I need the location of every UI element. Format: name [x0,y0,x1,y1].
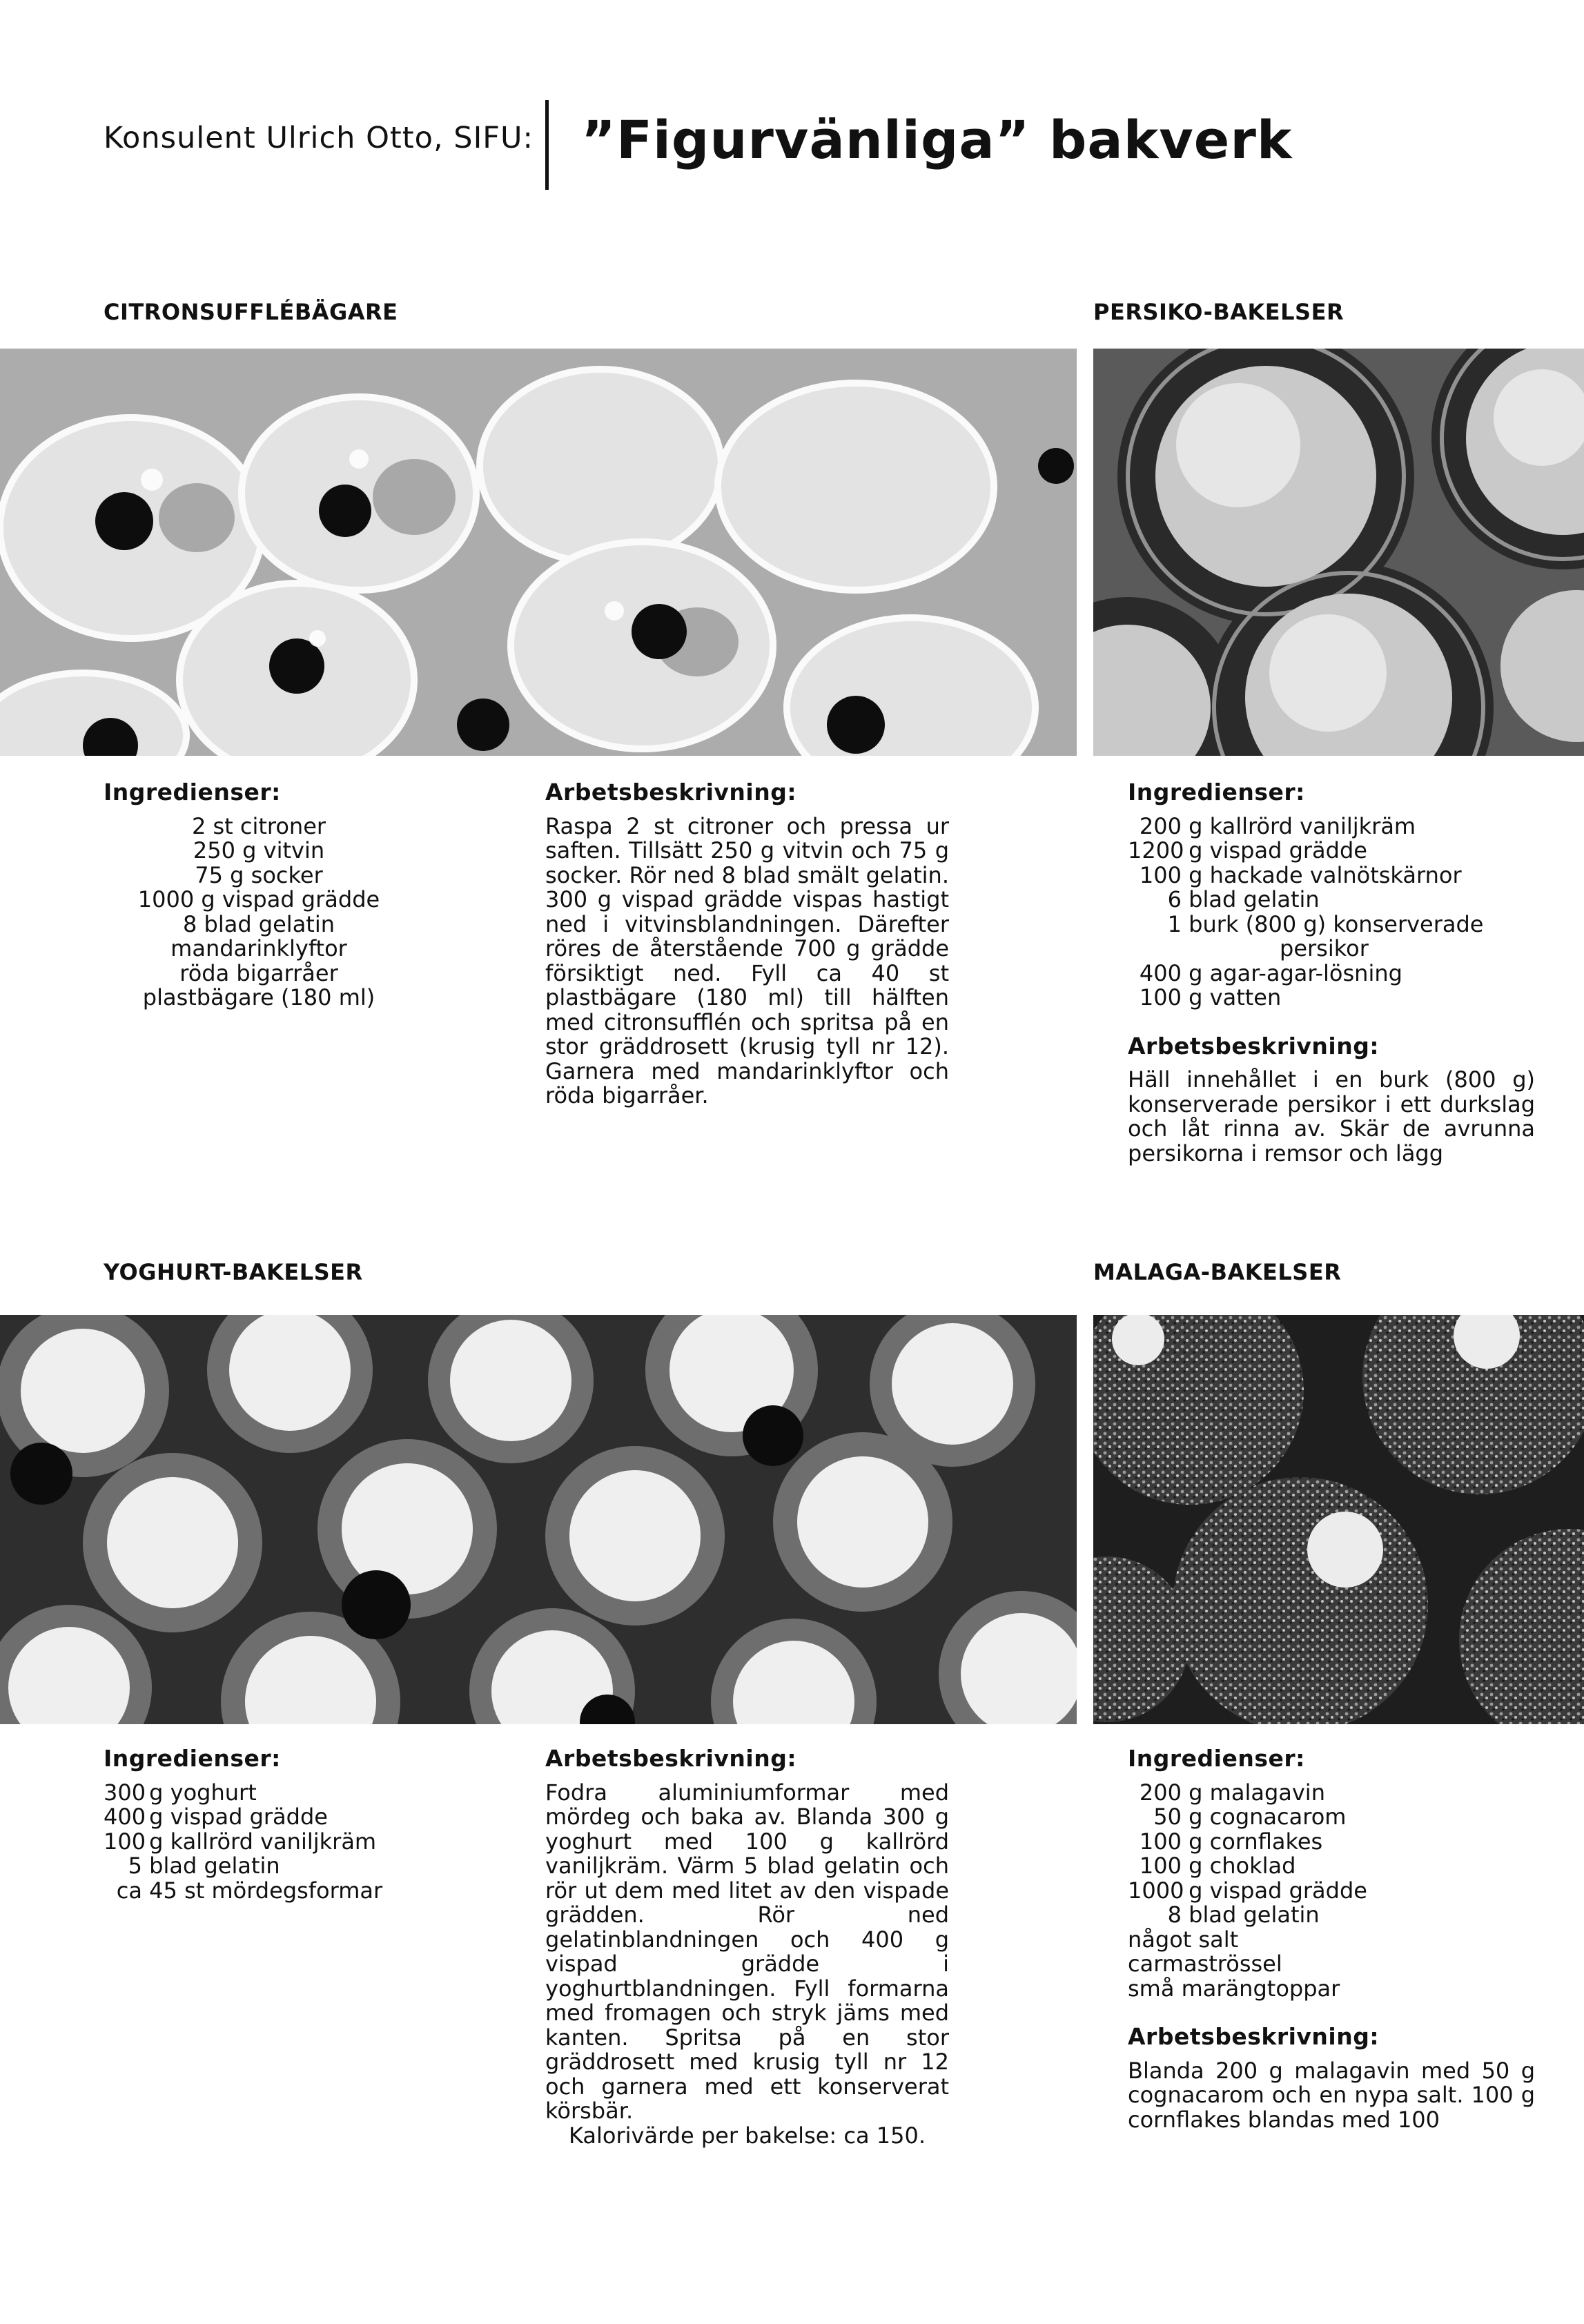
yoghurt-photo-image [0,1315,1077,1724]
quantity: 300 [104,1779,146,1806]
persiko-text [1128,780,1535,1166]
item: g kallrörd vaniljkräm [1189,812,1416,839]
list-item [1128,1903,1535,1928]
list-item [1128,863,1535,888]
page-title: ”Figurvänliga” bakverk [581,109,1293,170]
item: g cognacarom [1189,1804,1347,1830]
yoghurt-ingredients [104,1746,414,1903]
quantity: 100 [104,1828,146,1855]
malaga-text [1128,1746,1535,2132]
quantity: 100 [1139,861,1182,888]
malaga-ingredient-list [1128,1781,1535,2002]
item: blad gelatin [1189,886,1320,912]
list-item [104,1781,414,1806]
citron-ingredients-label: Ingredienser: [104,779,281,805]
yoghurt-work-text: Fodra aluminiumformar med mördeg och baka av. Blanda 300 g yoghurt med 100 g kallrörd vaniljkräm. Värm 5 blad gelatin och rör ut dem med litet av den vispade grädden. Rör ned gelatinblandningen och 400 g vispad grädde i yoghurtblandningen. Fyll formarna med fromagen och stryk jäms med kanten. Spritsa på en stor gräddrosett med krusig tyll nr 12 och garnera med ett konserverat körsbär. [545,1779,949,2124]
quantity: 100 [1139,1853,1182,1879]
malaga-work-label: Arbetsbeskrivning: [1128,2023,1380,2050]
quantity: 1000 [1128,1877,1184,1904]
malaga-work-text: Blanda 200 g malagavin med 50 g cognacarom och en nypa salt. 100 g cornflakes blandas med 100 [1128,2057,1535,2133]
list-item [104,1805,414,1830]
list-item [104,1854,414,1879]
item: blad gelatin [1189,1902,1320,1928]
list-item: 1000 g vispad grädde [137,886,380,912]
quantity: 50 [1153,1804,1182,1830]
yoghurt-photo [0,1315,1077,1724]
yoghurt-work-label: Arbetsbeskrivning: [545,1745,797,1772]
list-item [1128,839,1535,863]
quantity: ca [116,1877,142,1904]
list-item [1128,961,1535,986]
list-item: 2 st citroner [191,812,326,839]
list-item: något salt [1128,1926,1239,1953]
yoghurt-ingredients-label: Ingredienser: [104,1745,281,1772]
list-item [1128,1830,1535,1855]
persiko-photo-image [1093,349,1584,756]
persiko-heading: PERSIKO-BAKELSER [1093,299,1345,325]
yoghurt-calories: Kalorivärde per bakelse: ca 150. [568,2122,926,2149]
item: 45 st mördegsformar [149,1877,383,1904]
quantity: 1 [1167,910,1182,937]
item: g choklad [1189,1853,1296,1879]
list-item [1128,912,1535,937]
list-item: carmaströssel [1128,1951,1282,1977]
list-item [1128,1879,1535,1904]
malaga-heading: MALAGA-BAKELSER [1093,1259,1342,1285]
malaga-ingredients-label: Ingredienser: [1128,1745,1305,1772]
quantity: 200 [1139,1779,1182,1806]
malaga-photo-image [1093,1315,1584,1724]
item: g vispad grädde [149,1804,328,1830]
citron-photo-image [0,349,1077,756]
item: blad gelatin [149,1853,280,1879]
list-item: plastbägare (180 ml) [142,984,375,1010]
yoghurt-heading: YOGHURT-BAKELSER [104,1259,363,1285]
citron-ingredient-list [104,814,414,1010]
yoghurt-work [545,1746,949,2148]
quantity: 100 [1139,1828,1182,1855]
persiko-ingredient-list [1128,814,1535,1010]
citron-photo [0,349,1077,756]
list-item [1128,888,1535,912]
list-item: 250 g vitvin [193,837,325,863]
citron-work-text: Raspa 2 st citroner och pressa ur saften. Tillsätt 250 g vitvin och 75 g socker. Rör ned 8 blad smält gelatin. 300 g vispad grädde vispas hastigt ned i vitvinsblandningen. Därefter röres de återstående 700 g grädde försiktigt ned. Fyll ca 40 st plastbägare (180 ml) till hälften med citronsufflén och spritsa på en stor gräddrosett (krusig tyll nr 12). Garnera med mandarinklyftor och röda bigarråer. [545,812,949,1109]
item: g vispad grädde [1189,1877,1367,1904]
list-item: 8 blad gelatin [182,910,335,937]
quantity: 1200 [1128,837,1184,863]
author-line: Konsulent Ulrich Otto, SIFU: [104,121,534,155]
quantity: 400 [1139,959,1182,986]
list-item [104,1830,414,1855]
quantity: 400 [104,1804,146,1830]
item: g kallrörd vaniljkräm [149,1828,377,1855]
list-item [1128,986,1535,1010]
item: g agar-agar-lösning [1189,959,1402,986]
list-item: 75 g socker [195,861,323,888]
item: g hackade valnötskärnor [1189,861,1462,888]
list-item [1128,814,1535,839]
persiko-work-text: Häll innehållet i en burk (800 g) konserverade persikor i ett durkslag och låt rinna av. Skär de avrunna persikorna i remsor och lägg [1128,1066,1535,1166]
citron-work [545,780,949,1109]
list-item [1128,1781,1535,1806]
list-item: mandarinklyftor [170,935,347,961]
list-item [1128,937,1535,961]
quantity: 6 [1167,886,1182,912]
list-item: små marängtoppar [1128,1975,1340,2002]
item: g vispad grädde [1189,837,1367,863]
item: g yoghurt [149,1779,257,1806]
header-divider [545,100,549,190]
quantity: 200 [1139,812,1182,839]
item: g malagavin [1189,1779,1325,1806]
item: burk (800 g) konserverade [1189,910,1484,937]
quantity: 8 [1167,1902,1182,1928]
list-item: röda bigarråer [179,959,338,986]
persiko-ingredients-label: Ingredienser: [1128,779,1305,805]
persiko-work-label: Arbetsbeskrivning: [1128,1032,1380,1060]
item: g cornflakes [1189,1828,1323,1855]
list-item [1128,1805,1535,1830]
quantity: 5 [128,1853,142,1879]
yoghurt-ingredient-list [104,1781,414,1904]
list-item [104,1879,414,1904]
list-item [1128,1854,1535,1879]
persiko-photo [1093,349,1584,756]
quantity: 100 [1139,984,1182,1010]
item: g vatten [1189,984,1282,1010]
citron-ingredients [104,780,414,1010]
citron-work-label: Arbetsbeskrivning: [545,779,797,805]
item: persikor [1280,935,1369,961]
citron-heading: CITRONSUFFLÉBÄGARE [104,299,398,325]
malaga-photo [1093,1315,1584,1724]
